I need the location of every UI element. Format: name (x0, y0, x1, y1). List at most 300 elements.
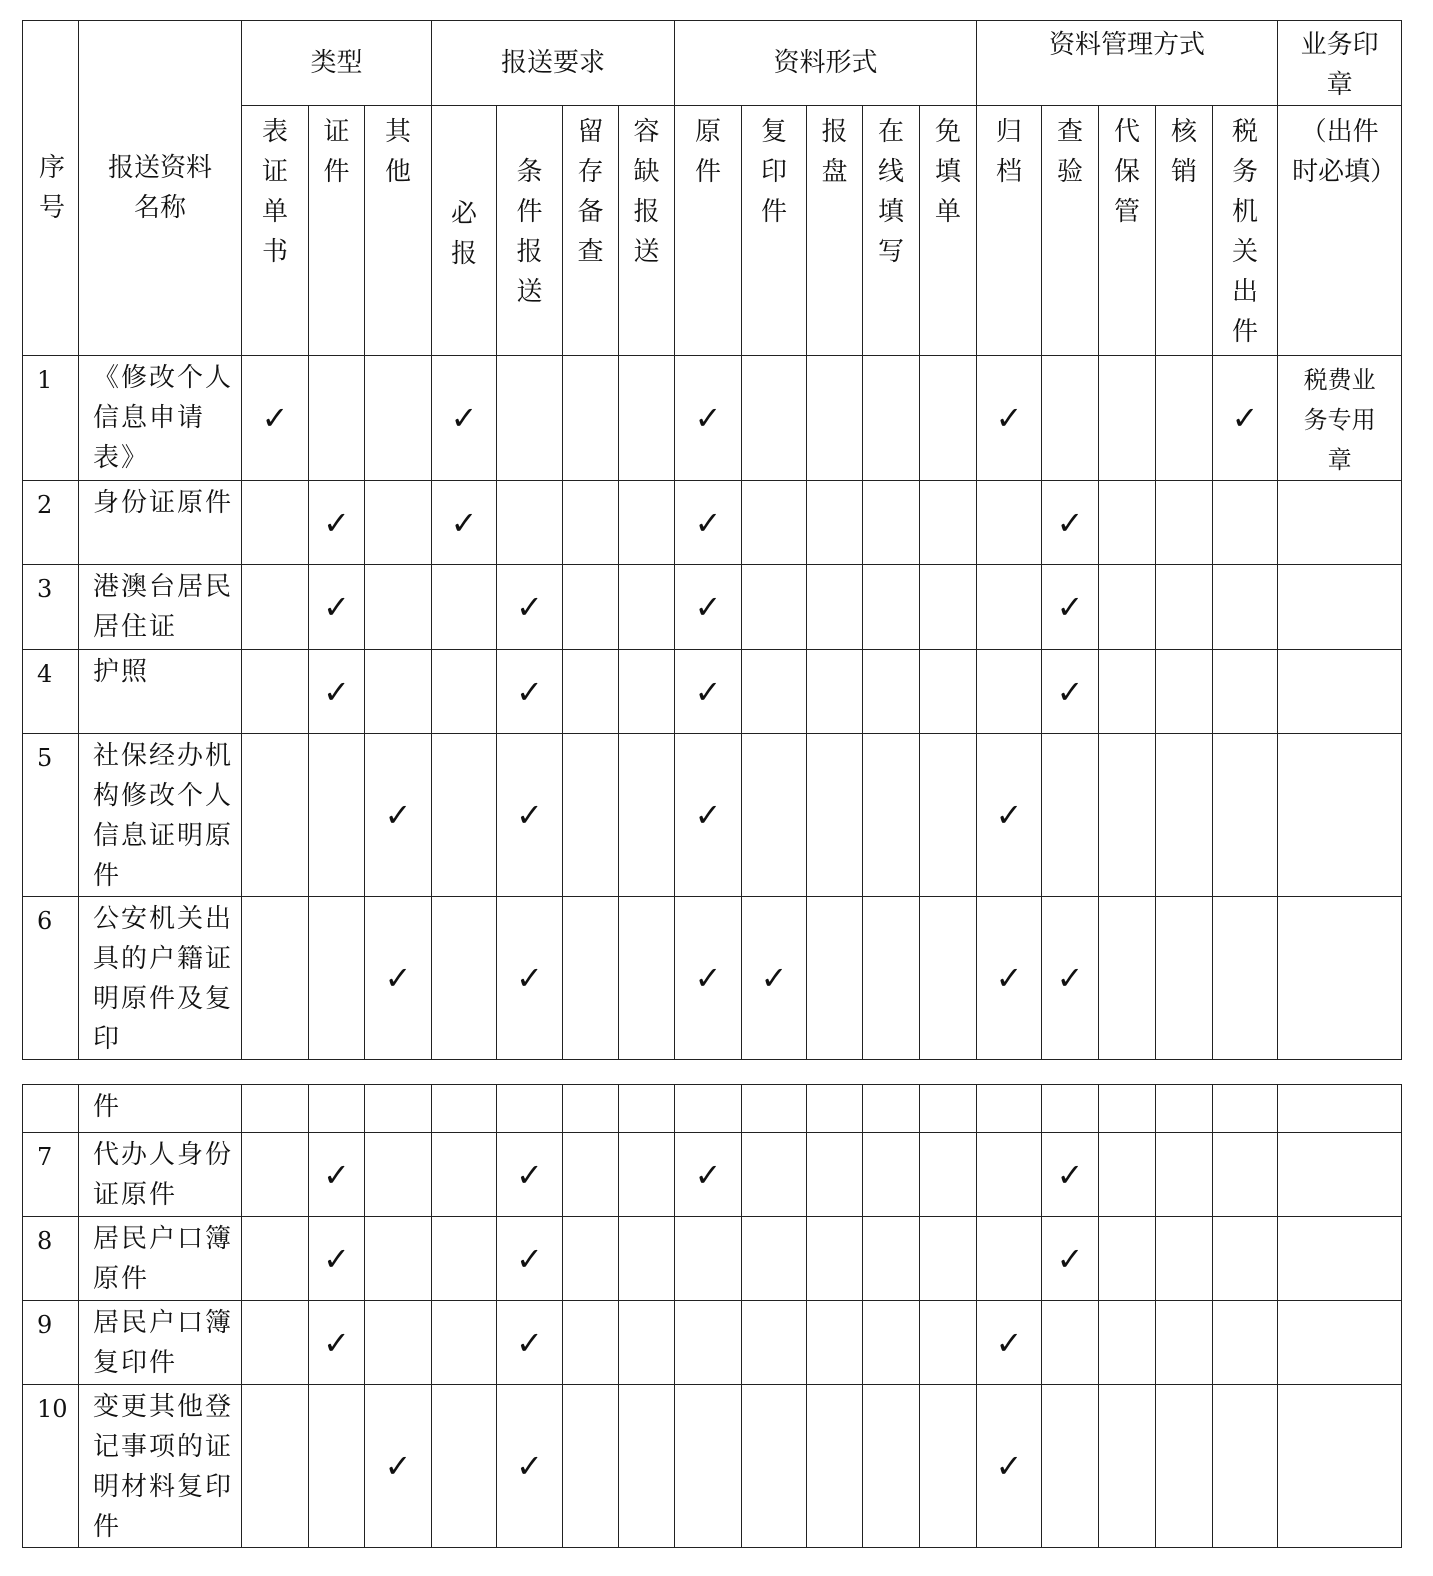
header-sub-label: 留存备查 (577, 117, 604, 267)
check-cell (807, 650, 863, 734)
check-cell (742, 897, 807, 1060)
header-seq: 序号 (23, 21, 79, 356)
check-cell (309, 897, 365, 1060)
check-cell (920, 1301, 977, 1385)
check-cell (920, 565, 977, 650)
check-cell (497, 897, 563, 1060)
check-cell (977, 1217, 1042, 1301)
check-mark-icon: ✓ (694, 796, 722, 834)
header-sub (1278, 106, 1402, 356)
check-mark-icon: ✓ (450, 503, 478, 542)
check-cell (920, 1217, 977, 1301)
check-cell (497, 650, 563, 734)
materials-table-part2 (22, 1084, 1402, 1548)
check-mark-icon: ✓ (516, 1447, 543, 1485)
check-cell (563, 1217, 619, 1301)
check-cell (365, 356, 432, 481)
table-row (23, 1385, 1402, 1548)
check-cell (863, 1301, 920, 1385)
row-material-name: 居民户口簿原件 (79, 1217, 242, 1301)
check-cell (807, 1301, 863, 1385)
check-cell (675, 650, 742, 734)
check-cell (863, 650, 920, 734)
check-cell (309, 1085, 365, 1133)
check-cell (497, 1085, 563, 1133)
check-cell (675, 897, 742, 1060)
check-cell (497, 1385, 563, 1548)
header-sub-label: 复印件 (761, 117, 788, 227)
check-cell (1042, 650, 1099, 734)
check-cell (1213, 1385, 1278, 1548)
row-seq: 2 (23, 481, 79, 565)
check-cell (1213, 1301, 1278, 1385)
row-seal (1278, 1085, 1402, 1133)
row-seal (1278, 1301, 1402, 1385)
check-cell (1156, 650, 1213, 734)
check-cell (1213, 734, 1278, 897)
check-mark-icon: ✓ (694, 503, 722, 542)
check-cell (242, 481, 309, 565)
check-cell (1156, 481, 1213, 565)
check-cell (675, 1217, 742, 1301)
check-cell (497, 1301, 563, 1385)
check-cell (1099, 565, 1156, 650)
check-cell (1042, 481, 1099, 565)
check-cell (1042, 565, 1099, 650)
check-cell (863, 356, 920, 481)
check-cell (977, 650, 1042, 734)
check-cell (432, 650, 497, 734)
check-cell (1099, 356, 1156, 481)
check-mark-icon: ✓ (760, 959, 788, 997)
check-cell (563, 1085, 619, 1133)
row-material-name: 护照 (79, 650, 242, 734)
check-cell (742, 1301, 807, 1385)
check-cell (432, 1217, 497, 1301)
check-cell (1099, 734, 1156, 897)
table-row (23, 1133, 1402, 1217)
row-seal (1278, 481, 1402, 565)
check-cell (1042, 356, 1099, 481)
check-cell (497, 481, 563, 565)
header-sub (863, 106, 920, 356)
check-cell (863, 1217, 920, 1301)
check-cell (365, 1217, 432, 1301)
check-cell (497, 565, 563, 650)
check-cell (365, 897, 432, 1060)
header-sub (1156, 106, 1213, 356)
check-cell (619, 1133, 675, 1217)
check-mark-icon: ✓ (261, 399, 289, 437)
check-mark-icon: ✓ (1056, 1155, 1084, 1194)
check-cell (1099, 1301, 1156, 1385)
header-sub-label: 免填单 (935, 117, 962, 227)
check-mark-icon: ✓ (694, 959, 722, 997)
check-mark-icon: ✓ (694, 672, 722, 711)
check-cell (1099, 1385, 1156, 1548)
check-cell (242, 1385, 309, 1548)
table-row (23, 1217, 1402, 1301)
check-cell (309, 1301, 365, 1385)
check-cell (1099, 481, 1156, 565)
check-cell (1156, 1133, 1213, 1217)
check-cell (675, 1301, 742, 1385)
header-sub-label: 其他 (384, 117, 411, 187)
check-mark-icon: ✓ (516, 959, 543, 997)
header-group: 资料形式 (675, 21, 977, 106)
check-cell (675, 1085, 742, 1133)
check-cell (432, 1133, 497, 1217)
check-cell (1042, 1385, 1099, 1548)
row-material-name: 《修改个人信息申请表》 (79, 356, 242, 481)
check-cell (863, 565, 920, 650)
header-sub-label: 核销 (1171, 117, 1198, 187)
check-cell (242, 1301, 309, 1385)
check-cell (807, 1217, 863, 1301)
table-row (23, 481, 1402, 565)
check-cell (1156, 1085, 1213, 1133)
row-seq: 3 (23, 565, 79, 650)
check-mark-icon: ✓ (323, 503, 350, 542)
check-mark-icon: ✓ (516, 1155, 543, 1194)
check-cell (977, 1085, 1042, 1133)
row-seq (23, 1085, 79, 1133)
check-cell (1213, 897, 1278, 1060)
header-sub (619, 106, 675, 356)
check-cell (309, 734, 365, 897)
row-material-name: 变更其他登记事项的证明材料复印件 (79, 1385, 242, 1548)
row-seal (1278, 897, 1402, 1060)
check-mark-icon: ✓ (995, 1323, 1023, 1362)
check-cell (977, 356, 1042, 481)
check-mark-icon: ✓ (995, 399, 1023, 437)
header-sub-label: 报盘 (821, 117, 848, 187)
check-cell (920, 356, 977, 481)
check-cell (977, 897, 1042, 1060)
check-mark-icon: ✓ (384, 796, 412, 834)
check-cell (1213, 481, 1278, 565)
row-material-name: 身份证原件 (79, 481, 242, 565)
check-cell (619, 565, 675, 650)
check-mark-icon: ✓ (450, 399, 478, 437)
materials-table-part1 (22, 20, 1402, 1060)
check-cell (242, 565, 309, 650)
check-cell (432, 565, 497, 650)
check-cell (742, 1385, 807, 1548)
check-mark-icon: ✓ (516, 672, 543, 711)
header-sub-label: 表证单书 (261, 117, 288, 267)
check-cell (742, 565, 807, 650)
check-cell (1042, 1085, 1099, 1133)
check-cell (977, 1385, 1042, 1548)
check-mark-icon: ✓ (516, 1239, 543, 1278)
check-cell (563, 1385, 619, 1548)
check-cell (977, 565, 1042, 650)
header-sub-label: 代保管 (1114, 117, 1141, 227)
row-material-name: 件 (79, 1085, 242, 1133)
header-sub-label: 税务机关出件 (1232, 117, 1259, 347)
check-cell (863, 1133, 920, 1217)
check-cell (242, 734, 309, 897)
header-sub-label: 证件 (323, 117, 350, 187)
header-group-row (23, 21, 1402, 106)
check-cell (242, 1217, 309, 1301)
check-cell (1099, 897, 1156, 1060)
check-cell (977, 1301, 1042, 1385)
check-cell (309, 1133, 365, 1217)
check-cell (497, 734, 563, 897)
check-cell (675, 1385, 742, 1548)
check-cell (1042, 734, 1099, 897)
check-cell (432, 897, 497, 1060)
check-cell (1213, 1217, 1278, 1301)
check-cell (242, 897, 309, 1060)
check-cell (675, 481, 742, 565)
check-cell (309, 481, 365, 565)
check-mark-icon: ✓ (323, 1155, 350, 1194)
check-cell (675, 565, 742, 650)
table-row (23, 897, 1402, 1060)
check-cell (365, 1301, 432, 1385)
check-cell (563, 1301, 619, 1385)
row-seq: 4 (23, 650, 79, 734)
check-mark-icon: ✓ (323, 672, 350, 711)
header-sub-label: 容缺报送 (633, 117, 660, 267)
check-mark-icon: ✓ (1231, 399, 1259, 437)
row-seq: 7 (23, 1133, 79, 1217)
check-cell (920, 481, 977, 565)
check-cell (863, 1385, 920, 1548)
check-cell (742, 356, 807, 481)
check-cell (807, 1085, 863, 1133)
check-mark-icon: ✓ (323, 588, 350, 626)
row-seal (1278, 650, 1402, 734)
check-cell (863, 1085, 920, 1133)
check-mark-icon: ✓ (1056, 959, 1084, 997)
check-cell (432, 356, 497, 481)
check-cell (242, 650, 309, 734)
check-cell (432, 1085, 497, 1133)
check-cell (807, 481, 863, 565)
check-cell (742, 481, 807, 565)
table-row (23, 356, 1402, 481)
check-cell (742, 1133, 807, 1217)
row-seal (1278, 565, 1402, 650)
check-mark-icon: ✓ (323, 1323, 350, 1362)
check-cell (1099, 650, 1156, 734)
header-sub-label: （出件时必填） (1292, 117, 1397, 187)
check-cell (619, 897, 675, 1060)
row-seq: 6 (23, 897, 79, 1060)
check-cell (619, 1217, 675, 1301)
check-cell (1099, 1133, 1156, 1217)
check-cell (977, 734, 1042, 897)
check-cell (1042, 897, 1099, 1060)
check-cell (563, 650, 619, 734)
header-sub (309, 106, 365, 356)
header-group: 类型 (242, 21, 432, 106)
row-seal (1278, 1385, 1402, 1548)
check-cell (807, 734, 863, 897)
header-sub (742, 106, 807, 356)
check-cell (807, 1385, 863, 1548)
check-cell (742, 1085, 807, 1133)
check-cell (242, 1133, 309, 1217)
check-cell (365, 1385, 432, 1548)
check-cell (619, 356, 675, 481)
check-mark-icon: ✓ (694, 588, 722, 626)
row-seal (1278, 734, 1402, 897)
row-seq: 10 (23, 1385, 79, 1548)
row-seq: 9 (23, 1301, 79, 1385)
row-material-name: 港澳台居民居住证 (79, 565, 242, 650)
check-cell (309, 1385, 365, 1548)
row-seq: 1 (23, 356, 79, 481)
row-seal: 税费业务专用章 (1278, 356, 1402, 481)
check-mark-icon: ✓ (516, 1323, 543, 1362)
row-seal (1278, 1217, 1402, 1301)
check-mark-icon: ✓ (1056, 672, 1084, 711)
check-mark-icon: ✓ (995, 796, 1023, 834)
check-cell (619, 1301, 675, 1385)
check-cell (807, 897, 863, 1060)
check-cell (1156, 1301, 1213, 1385)
header-sub-label: 条件报送 (516, 157, 543, 307)
check-cell (619, 1085, 675, 1133)
check-cell (563, 734, 619, 897)
check-cell (563, 481, 619, 565)
check-cell (365, 734, 432, 897)
check-cell (563, 356, 619, 481)
header-sub (365, 106, 432, 356)
check-cell (807, 565, 863, 650)
header-sub (1042, 106, 1099, 356)
check-mark-icon: ✓ (694, 1155, 722, 1194)
check-cell (365, 1085, 432, 1133)
check-mark-icon: ✓ (384, 959, 412, 997)
check-cell (432, 1301, 497, 1385)
check-cell (1156, 565, 1213, 650)
table-row (23, 1085, 1402, 1133)
check-cell (1042, 1301, 1099, 1385)
check-mark-icon: ✓ (516, 588, 543, 626)
check-cell (309, 650, 365, 734)
header-sub (497, 106, 563, 356)
check-cell (432, 1385, 497, 1548)
check-cell (1213, 650, 1278, 734)
header-sub (977, 106, 1042, 356)
check-cell (1099, 1217, 1156, 1301)
check-cell (1156, 356, 1213, 481)
check-cell (807, 1133, 863, 1217)
table-row (23, 1301, 1402, 1385)
check-cell (497, 1217, 563, 1301)
check-mark-icon: ✓ (694, 399, 722, 437)
check-cell (1042, 1133, 1099, 1217)
check-cell (920, 1085, 977, 1133)
check-cell (675, 356, 742, 481)
check-cell (563, 897, 619, 1060)
table-row (23, 565, 1402, 650)
check-cell (365, 481, 432, 565)
check-cell (675, 734, 742, 897)
check-cell (1156, 1217, 1213, 1301)
check-cell (365, 565, 432, 650)
check-mark-icon: ✓ (1056, 503, 1084, 542)
header-sub (1099, 106, 1156, 356)
table-row (23, 734, 1402, 897)
check-mark-icon: ✓ (384, 1447, 412, 1485)
header-sub-label: 查验 (1057, 117, 1084, 187)
header-sub (675, 106, 742, 356)
check-cell (1213, 565, 1278, 650)
header-sub (432, 106, 497, 356)
check-cell (563, 1133, 619, 1217)
header-sub (807, 106, 863, 356)
check-cell (619, 734, 675, 897)
check-cell (619, 1385, 675, 1548)
check-cell (675, 1133, 742, 1217)
check-cell (365, 1133, 432, 1217)
check-mark-icon: ✓ (1056, 1239, 1084, 1278)
check-cell (1213, 1133, 1278, 1217)
header-sub (920, 106, 977, 356)
check-cell (242, 356, 309, 481)
check-cell (432, 481, 497, 565)
header-group: 业务印章 (1278, 21, 1402, 106)
check-mark-icon: ✓ (995, 1447, 1023, 1485)
check-cell (497, 1133, 563, 1217)
check-cell (309, 356, 365, 481)
check-mark-icon: ✓ (323, 1239, 350, 1278)
check-cell (977, 481, 1042, 565)
row-seal (1278, 1133, 1402, 1217)
check-cell (977, 1133, 1042, 1217)
check-cell (309, 1217, 365, 1301)
row-material-name: 社保经办机构修改个人信息证明原件 (79, 734, 242, 897)
check-cell (497, 356, 563, 481)
check-cell (1213, 356, 1278, 481)
header-sub-label: 原件 (695, 117, 722, 187)
check-cell (807, 356, 863, 481)
check-cell (863, 897, 920, 1060)
check-cell (619, 481, 675, 565)
header-sub-label: 归档 (996, 117, 1023, 187)
check-cell (432, 734, 497, 897)
row-seq: 5 (23, 734, 79, 897)
check-cell (920, 897, 977, 1060)
check-cell (242, 1085, 309, 1133)
check-cell (863, 734, 920, 897)
row-material-name: 居民户口簿复印件 (79, 1301, 242, 1385)
check-cell (742, 734, 807, 897)
header-sub-label: 在线填写 (878, 117, 905, 267)
header-sub-label: 必报 (450, 199, 477, 269)
check-cell (365, 650, 432, 734)
table-row (23, 650, 1402, 734)
check-cell (742, 650, 807, 734)
check-cell (1213, 1085, 1278, 1133)
check-cell (563, 565, 619, 650)
check-cell (863, 481, 920, 565)
check-mark-icon: ✓ (1056, 588, 1084, 626)
check-cell (1099, 1085, 1156, 1133)
check-cell (619, 650, 675, 734)
header-material-name: 报送资料名称 (79, 21, 242, 356)
check-cell (1156, 1385, 1213, 1548)
check-cell (1156, 734, 1213, 897)
header-sub (563, 106, 619, 356)
